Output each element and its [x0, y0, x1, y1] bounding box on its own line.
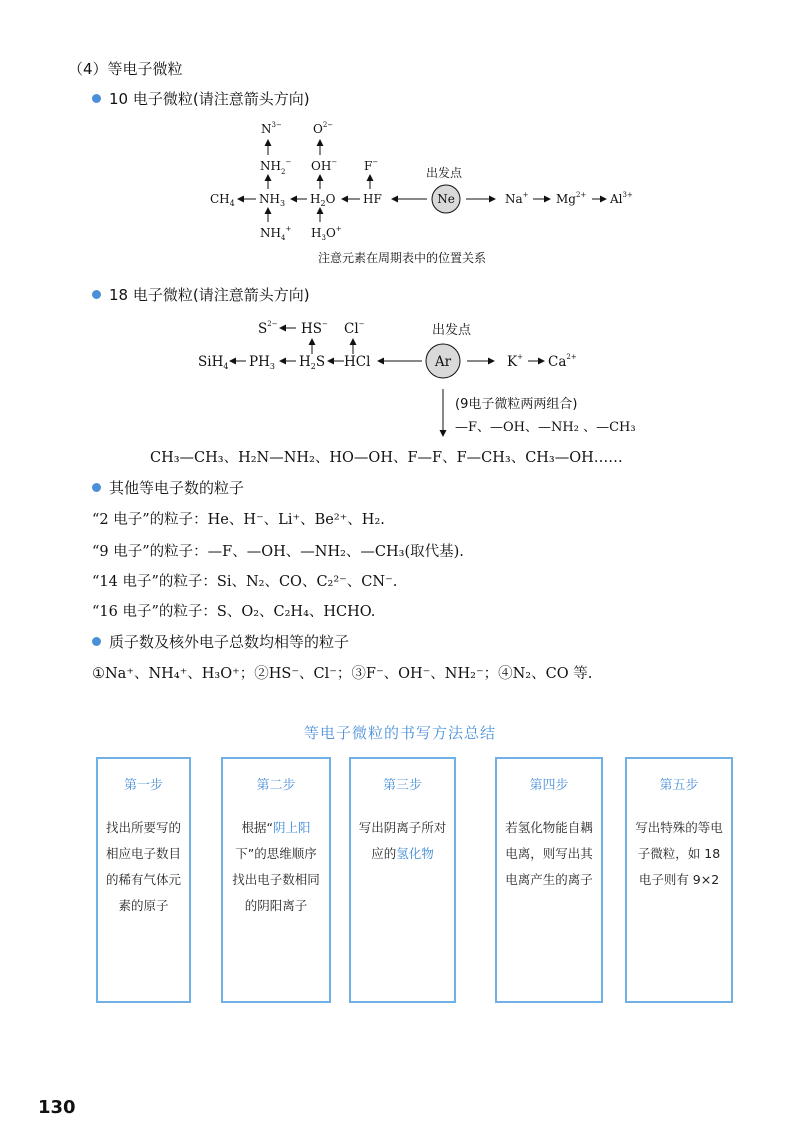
step-title: 第一步 [123, 778, 163, 793]
ten-electron-diagram [0, 115, 800, 275]
cl-ion: Cl− [344, 320, 365, 337]
step-line [223, 815, 329, 841]
ten-caption: 注意元素在周期表中的位置关系 [318, 251, 487, 265]
ph3: $PH_3$ [249, 354, 275, 371]
hf: HF [363, 192, 382, 206]
ar-center: Ar [434, 354, 452, 370]
bullet-dot-icon [92, 290, 101, 299]
al-ion: $Al^{3+}$ [610, 191, 633, 206]
step-line: 找出所要写的 [105, 820, 181, 835]
eighteen-start-label: 出发点 [432, 323, 472, 338]
n3-ion: $N^{3-}$ [261, 121, 282, 136]
step-box-2 [221, 757, 331, 1003]
ten-electron-label [92, 88, 310, 109]
step-highlight: 氢化物 [396, 846, 434, 861]
ne-center: Ne [437, 192, 455, 206]
step-line: 电子则有 9×2 [638, 872, 720, 887]
eighteen-note-line2: —F、—OH、—NH₂ 、—CH₃ [455, 420, 636, 435]
step-line-part: 应的 [371, 846, 397, 861]
step-title: 第二步 [256, 778, 296, 793]
page-number: 130 [38, 1097, 76, 1118]
step-line-part: 根据“ [241, 820, 273, 835]
others-line: “2 电子”的粒子：He、H⁻、Li⁺、Be²⁺、H₂. [92, 512, 385, 528]
others-line: “14 电子”的粒子：Si、N₂、CO、C₂²⁻、CN⁻. [92, 574, 398, 590]
step-line: 的稀有气体元 [105, 872, 181, 887]
hs-ion: HS− [301, 320, 328, 337]
step-line: 的阴阳离子 [244, 898, 308, 913]
eighteen-electron-diagram [0, 312, 800, 447]
na-ion: Na+ [505, 191, 529, 206]
f-ion: F− [364, 158, 379, 173]
others-label [92, 477, 244, 498]
eighteen-electron-label-text: 18 电子微粒(请注意箭头方向) [109, 286, 310, 304]
step-line: 找出电子数相同 [232, 872, 320, 887]
step-box-5 [625, 757, 733, 1003]
nh4-ion: $NH_4^+$ [260, 225, 292, 242]
combo-line: CH₃—CH₃、H₂N—NH₂、HO—OH、F—F、F—CH₃、CH₃—OH…… [150, 450, 623, 466]
bullet-dot-icon [92, 94, 101, 103]
step-title: 第五步 [659, 778, 699, 793]
ten-electron-label-text: 10 电子微粒(请注意箭头方向) [109, 90, 310, 108]
eighteen-note-line1: (9电子微粒两两组合) [455, 397, 578, 412]
h3o-ion: $H_3O^+$ [311, 225, 342, 242]
section-heading: （4）等电子微粒 [68, 60, 183, 78]
oh-ion: OH− [311, 158, 338, 173]
h2o: $H_2O$ [310, 192, 336, 208]
others-line: “9 电子”的粒子：—F、—OH、—NH₂、—CH₃(取代基). [92, 544, 464, 560]
step-line: 写出阴离子所对 [358, 820, 447, 835]
ch4: $CH_4$ [210, 192, 235, 208]
ca-ion: $Ca^{2+}$ [548, 353, 577, 370]
others-label-text: 其他等电子数的粒子 [109, 479, 245, 497]
eighteen-electron-label [92, 284, 310, 305]
mg-ion: $Mg^{2+}$ [556, 191, 587, 206]
step-line: 若氢化物能自耦 [505, 820, 593, 835]
hcl: HCl [344, 354, 371, 370]
step-highlight: 阴上阳 [272, 820, 311, 835]
step-box-3 [349, 757, 456, 1003]
others-line: “16 电子”的粒子：S、O₂、C₂H₄、HCHO. [92, 604, 376, 620]
summary-title: 等电子微粒的书写方法总结 [303, 724, 496, 742]
step-line: 子微粒，如 18 [637, 846, 721, 861]
step-line: 写出特殊的等电 [635, 820, 723, 835]
step-title: 第三步 [382, 778, 422, 793]
step-title: 第四步 [529, 778, 569, 793]
step-box-1 [96, 757, 191, 1003]
h2s: $H_2S$ [299, 354, 326, 371]
k-ion: K+ [507, 353, 523, 370]
o2-ion: $O^{2-}$ [313, 121, 334, 136]
ten-start-label: 出发点 [426, 166, 463, 180]
equal-label-text: 质子数及核外电子总数均相等的粒子 [109, 633, 350, 651]
nh3: $NH_3$ [259, 192, 286, 208]
s2-ion: $S^{2-}$ [258, 320, 278, 337]
step-line: 电离产生的离子 [505, 872, 593, 887]
bullet-dot-icon [92, 637, 101, 646]
sih4: SiH$_4$ [198, 354, 229, 371]
step-line: 电离，则写出其 [505, 846, 593, 861]
equal-line: ①Na⁺、NH₄⁺、H₃O⁺；②HS⁻、Cl⁻；③F⁻、OH⁻、NH₂⁻；④N₂、CO 等. [92, 666, 593, 682]
step-line: 素的原子 [118, 898, 169, 913]
step-line: 下”的思维顺序 [235, 846, 317, 861]
step-line: 相应电子数目 [105, 846, 181, 861]
bullet-dot-icon [92, 483, 101, 492]
equal-label [92, 631, 349, 652]
nh2-ion: $NH_2^-$ [260, 158, 292, 176]
step-box-4 [495, 757, 603, 1003]
step-line [351, 841, 454, 867]
